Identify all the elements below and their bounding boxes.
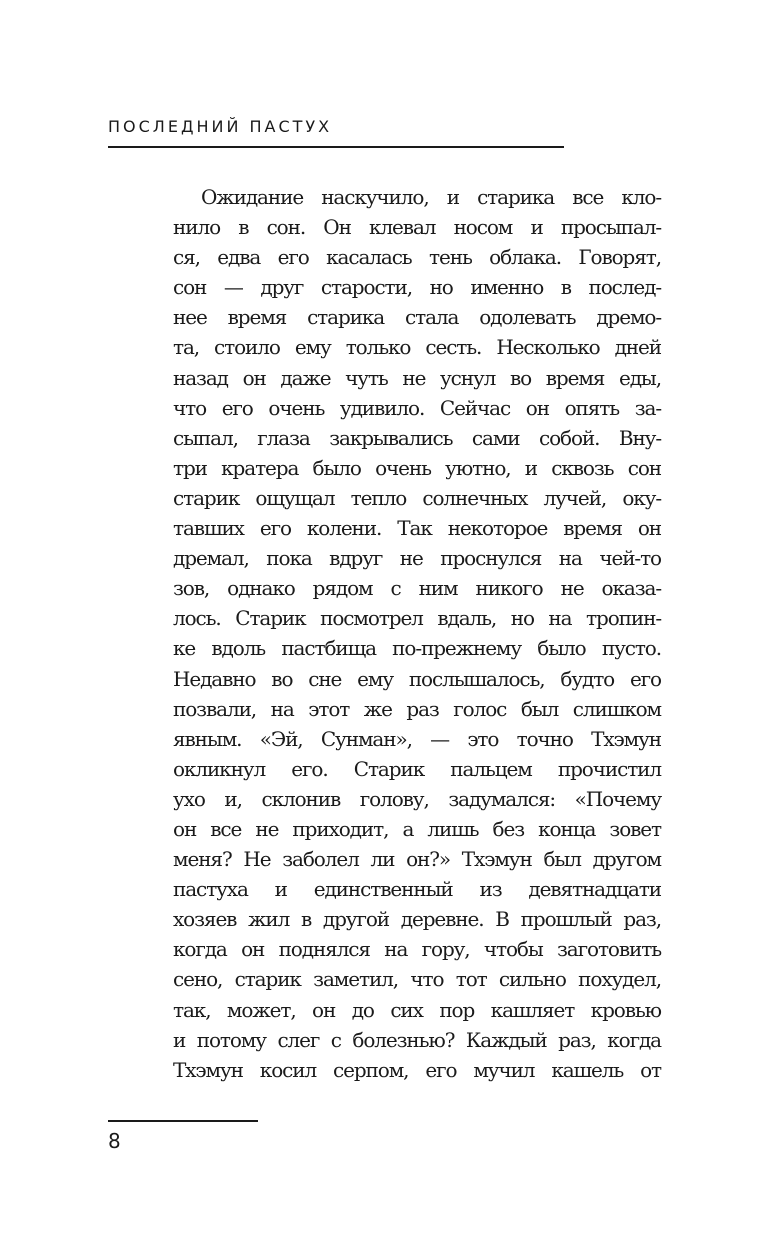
text-line: позвали, на этот же раз голос был слишком [173,696,661,721]
header-rule [108,146,564,148]
text-line: три кратера было очень уютно, и сквозь сон [173,455,661,480]
text-line: старик ощущал тепло солнечных лучей, оку- [173,485,661,510]
text-line: лось. Старик посмотрел вдаль, но на тропин- [173,606,661,631]
body-text [173,182,661,1085]
text-line: хозяев жил в другой деревне. В прошлый раз, [173,907,661,932]
text-line: сено, старик заметил, что тот сильно похудел, [173,967,661,992]
text-line: ся, едва его касалась тень облака. Говорят, [173,245,661,270]
text-line: Ожидание наскучило, и старика все кло- [201,185,661,209]
text-line: так, может, он до сих пор кашляет кровью [173,997,661,1022]
text-line: окликнул его. Старик пальцем прочистил [173,756,661,781]
running-title: ПОСЛЕДНИЙ ПАСТУХ [108,117,333,136]
text-line: меня? Не заболел ли он?» Тхэмун был другом [173,847,661,872]
text-line: Недавно во сне ему послышалось, будто его [173,666,661,691]
text-line: пастуха и единственный из девятнадцати [173,877,661,902]
text-line: назад он даже чуть не уснул во время еды, [173,365,661,390]
text-line: и потому слег с болезнью? Каждый раз, когда [173,1027,661,1052]
text-line: дремал, пока вдруг не проснулся на чей-то [173,546,661,571]
text-line: когда он поднялся на гору, чтобы заготовить [173,937,661,962]
text-line: ке вдоль пастбища по-прежнему было пусто. [173,636,661,661]
footer-rule [108,1120,258,1122]
text-line: что его очень удивило. Сейчас он опять за- [173,395,661,420]
text-line: ухо и, склонив голову, задумался: «Почему [173,786,661,811]
text-line: зов, однако рядом с ним никого не оказа- [173,576,661,601]
text-line: сон — друг старости, но именно в послед- [173,275,661,300]
page-number: 8 [108,1129,121,1153]
text-line: Тхэмун косил серпом, его мучил кашель от [173,1057,661,1082]
text-line: сыпал, глаза закрывались сами собой. Вну- [173,425,661,450]
text-line: нее время старика стала одолевать дремо- [173,305,661,330]
text-line: нило в сон. Он клевал носом и просыпал- [173,215,661,240]
text-line: тавших его колени. Так некоторое время он [173,516,661,541]
text-line: явным. «Эй, Сунман», — это точно Тхэмун [173,726,661,751]
text-line: та, стоило ему только сесть. Несколько дней [173,335,661,360]
text-line: он все не приходит, а лишь без конца зовет [173,816,661,841]
